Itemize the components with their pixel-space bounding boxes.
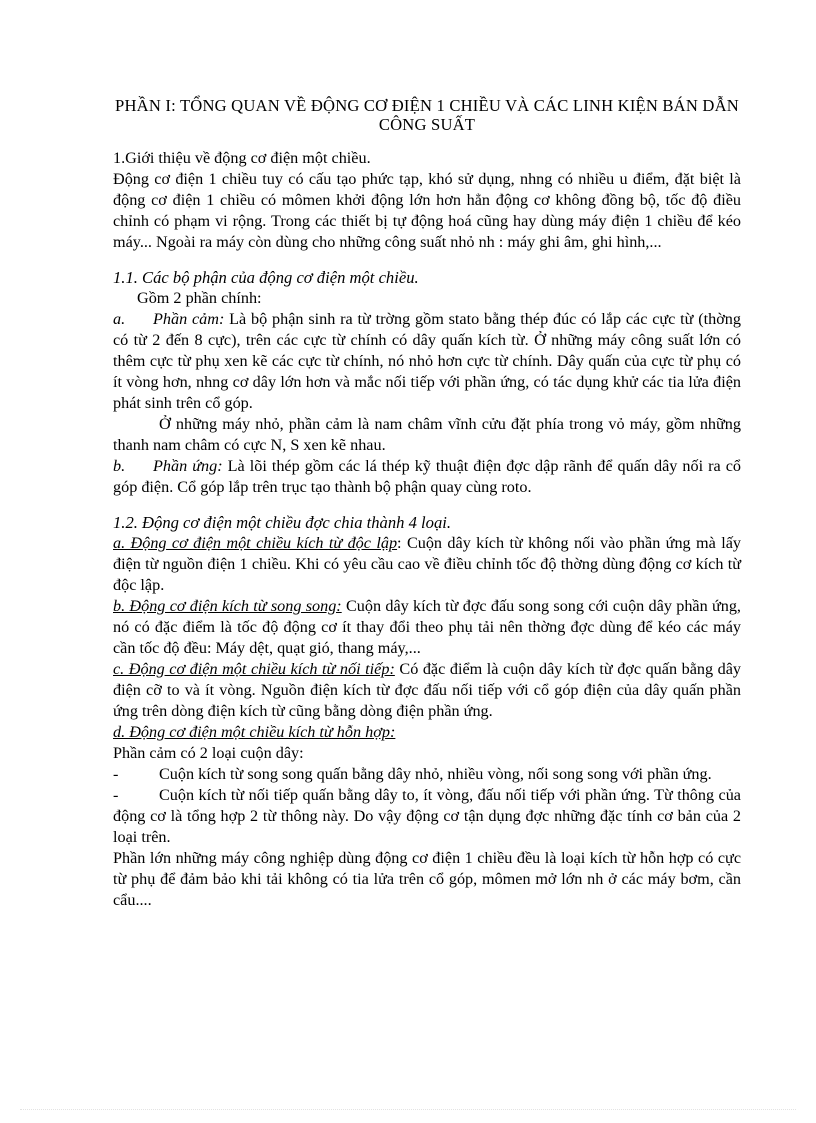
type-d-heading bbox=[113, 722, 741, 743]
page-bottom-divider bbox=[20, 1109, 796, 1110]
type-d-lead: Phần cảm có 2 loại cuộn dây: bbox=[113, 744, 304, 762]
section-1-1-heading: 1.1. Các bộ phận của động cơ điện một chiều. bbox=[113, 268, 419, 287]
item-a-term: Phần cảm: bbox=[153, 310, 225, 328]
item-b-term: Phần ứng: bbox=[153, 457, 223, 475]
type-a-paragraph bbox=[113, 533, 741, 596]
item-a-extra: Ở những máy nhỏ, phần cảm là nam châm vĩnh cửu đặt phía trong vỏ máy, gồm những thanh nam châm có cực N, S xen kẽ nhau. bbox=[113, 415, 741, 454]
type-a-text: : Cuộn dây kích từ không nối vào phần ứng mà lấy điện từ nguồn điện 1 chiều. Khi có yêu cầu cao về điều chỉnh tốc độ thờng dùng động cơ kích từ độc lập. bbox=[113, 534, 741, 594]
document-page bbox=[113, 96, 741, 911]
list-dash: - bbox=[113, 765, 119, 783]
intro-heading: 1.Giới thiệu về động cơ điện một chiều. bbox=[113, 149, 371, 167]
item-a-text: Là bộ phận sinh ra từ trờng gồm stato bằng thép đúc có lắp các cực từ (thờng có từ 2 đến 8 cực), trên các cực từ chính có dây quấn kích từ. Ở những máy công suất lớn có thêm cực từ phụ xen kẽ các cực từ chính, nó nhỏ hơn cực từ chính. Dây quấn của cực từ phụ có ít vòng hơn, nhng cơ dây lớn hơn và mắc nối tiếp với phần ứng, có tác dụng khử các tia lửa điện phát sinh trên cổ góp. bbox=[113, 310, 741, 412]
item-b-paragraph bbox=[113, 456, 741, 498]
type-c-term: c. Động cơ điện một chiều kích từ nối tiếp: bbox=[113, 660, 395, 678]
type-d-item-2 bbox=[113, 785, 741, 848]
item-b-label: b. bbox=[113, 457, 126, 475]
item-a-paragraph bbox=[113, 309, 741, 414]
item-a-label: a. bbox=[113, 310, 126, 328]
closing-paragraph: Phần lớn những máy công nghiệp dùng động cơ điện 1 chiều đều là loại kích từ hỗn hợp có cực từ phụ để đảm bảo khi tải không có tia lửa trên cổ góp, mômen mở lớn nh ở các máy bơm, cần cẩu.... bbox=[113, 849, 741, 909]
item-b-text: Là lõi thép gồm các lá thép kỹ thuật điện đợc dập rãnh để quấn dây nối ra cổ góp điện. Cổ góp lắp trên trục tạo thành bộ phận quay cùng roto. bbox=[113, 457, 741, 496]
section-1-1-lead: Gồm 2 phần chính: bbox=[137, 289, 262, 307]
document-title: PHẦN I: TỔNG QUAN VỀ ĐỘNG CƠ ĐIỆN 1 CHIỀU VÀ CÁC LINH KIỆN BÁN DẪN CÔNG SUẤT bbox=[115, 96, 739, 134]
type-d-item-2-text: Cuộn kích từ nối tiếp quấn bằng dây to, ít vòng, đấu nối tiếp với phần ứng. Từ thông của động cơ là tổng hợp 2 từ thông này. Do vậy động cơ tận dụng đợc những đặc tính cơ bản của 2 loại trên. bbox=[113, 786, 741, 846]
type-b-text: Cuộn dây kích từ đợc đấu song song cới cuộn dây phần ứng, nó có đặc điểm là tốc độ động cơ ít thay đổi theo phụ tải nên thờng đợc dùng để kéo các máy cần tốc độ đều: Máy dệt, quạt gió, thang máy,... bbox=[113, 597, 741, 657]
type-b-paragraph bbox=[113, 596, 741, 659]
type-d-term: d. Động cơ điện một chiều kích từ hỗn hợp: bbox=[113, 723, 396, 741]
type-b-term: b. Động cơ điện kích từ song song: bbox=[113, 597, 342, 615]
type-c-text: Có đặc điểm là cuộn dây kích từ đợc quấn bằng dây điện cỡ to và ít vòng. Nguồn điện kích từ đợc đấu nối tiếp với cổ góp điện của dây quấn phần ứng trên dòng điện kích từ cũng bằng dòng điện phần ứng. bbox=[113, 660, 741, 720]
type-a-term: a. Động cơ điện một chiều kích từ độc lập bbox=[113, 534, 398, 552]
type-d-item-1-text: Cuộn kích từ song song quấn bằng dây nhỏ, nhiều vòng, nối song song với phần ứng. bbox=[159, 765, 712, 783]
intro-paragraph: Động cơ điện 1 chiều tuy có cấu tạo phức tạp, khó sử dụng, nhng có nhiều u điểm, đặt biệt là động cơ điện 1 chiều có mômen khởi động lớn hơn hẳn động cơ không đồng bộ, tốc độ điều chỉnh có phạm vi rộng. Trong các thiết bị tự động hoá cũng hay dùng máy điện 1 chiều để kéo máy... Ngoài ra máy còn dùng cho những công suất nhỏ nh : máy ghi âm, ghi hình,... bbox=[113, 170, 741, 251]
list-dash: - bbox=[113, 786, 119, 804]
type-c-paragraph bbox=[113, 659, 741, 722]
type-d-item-1 bbox=[113, 764, 741, 785]
section-1-2-heading: 1.2. Động cơ điện một chiều đợc chia thành 4 loại. bbox=[113, 513, 452, 532]
